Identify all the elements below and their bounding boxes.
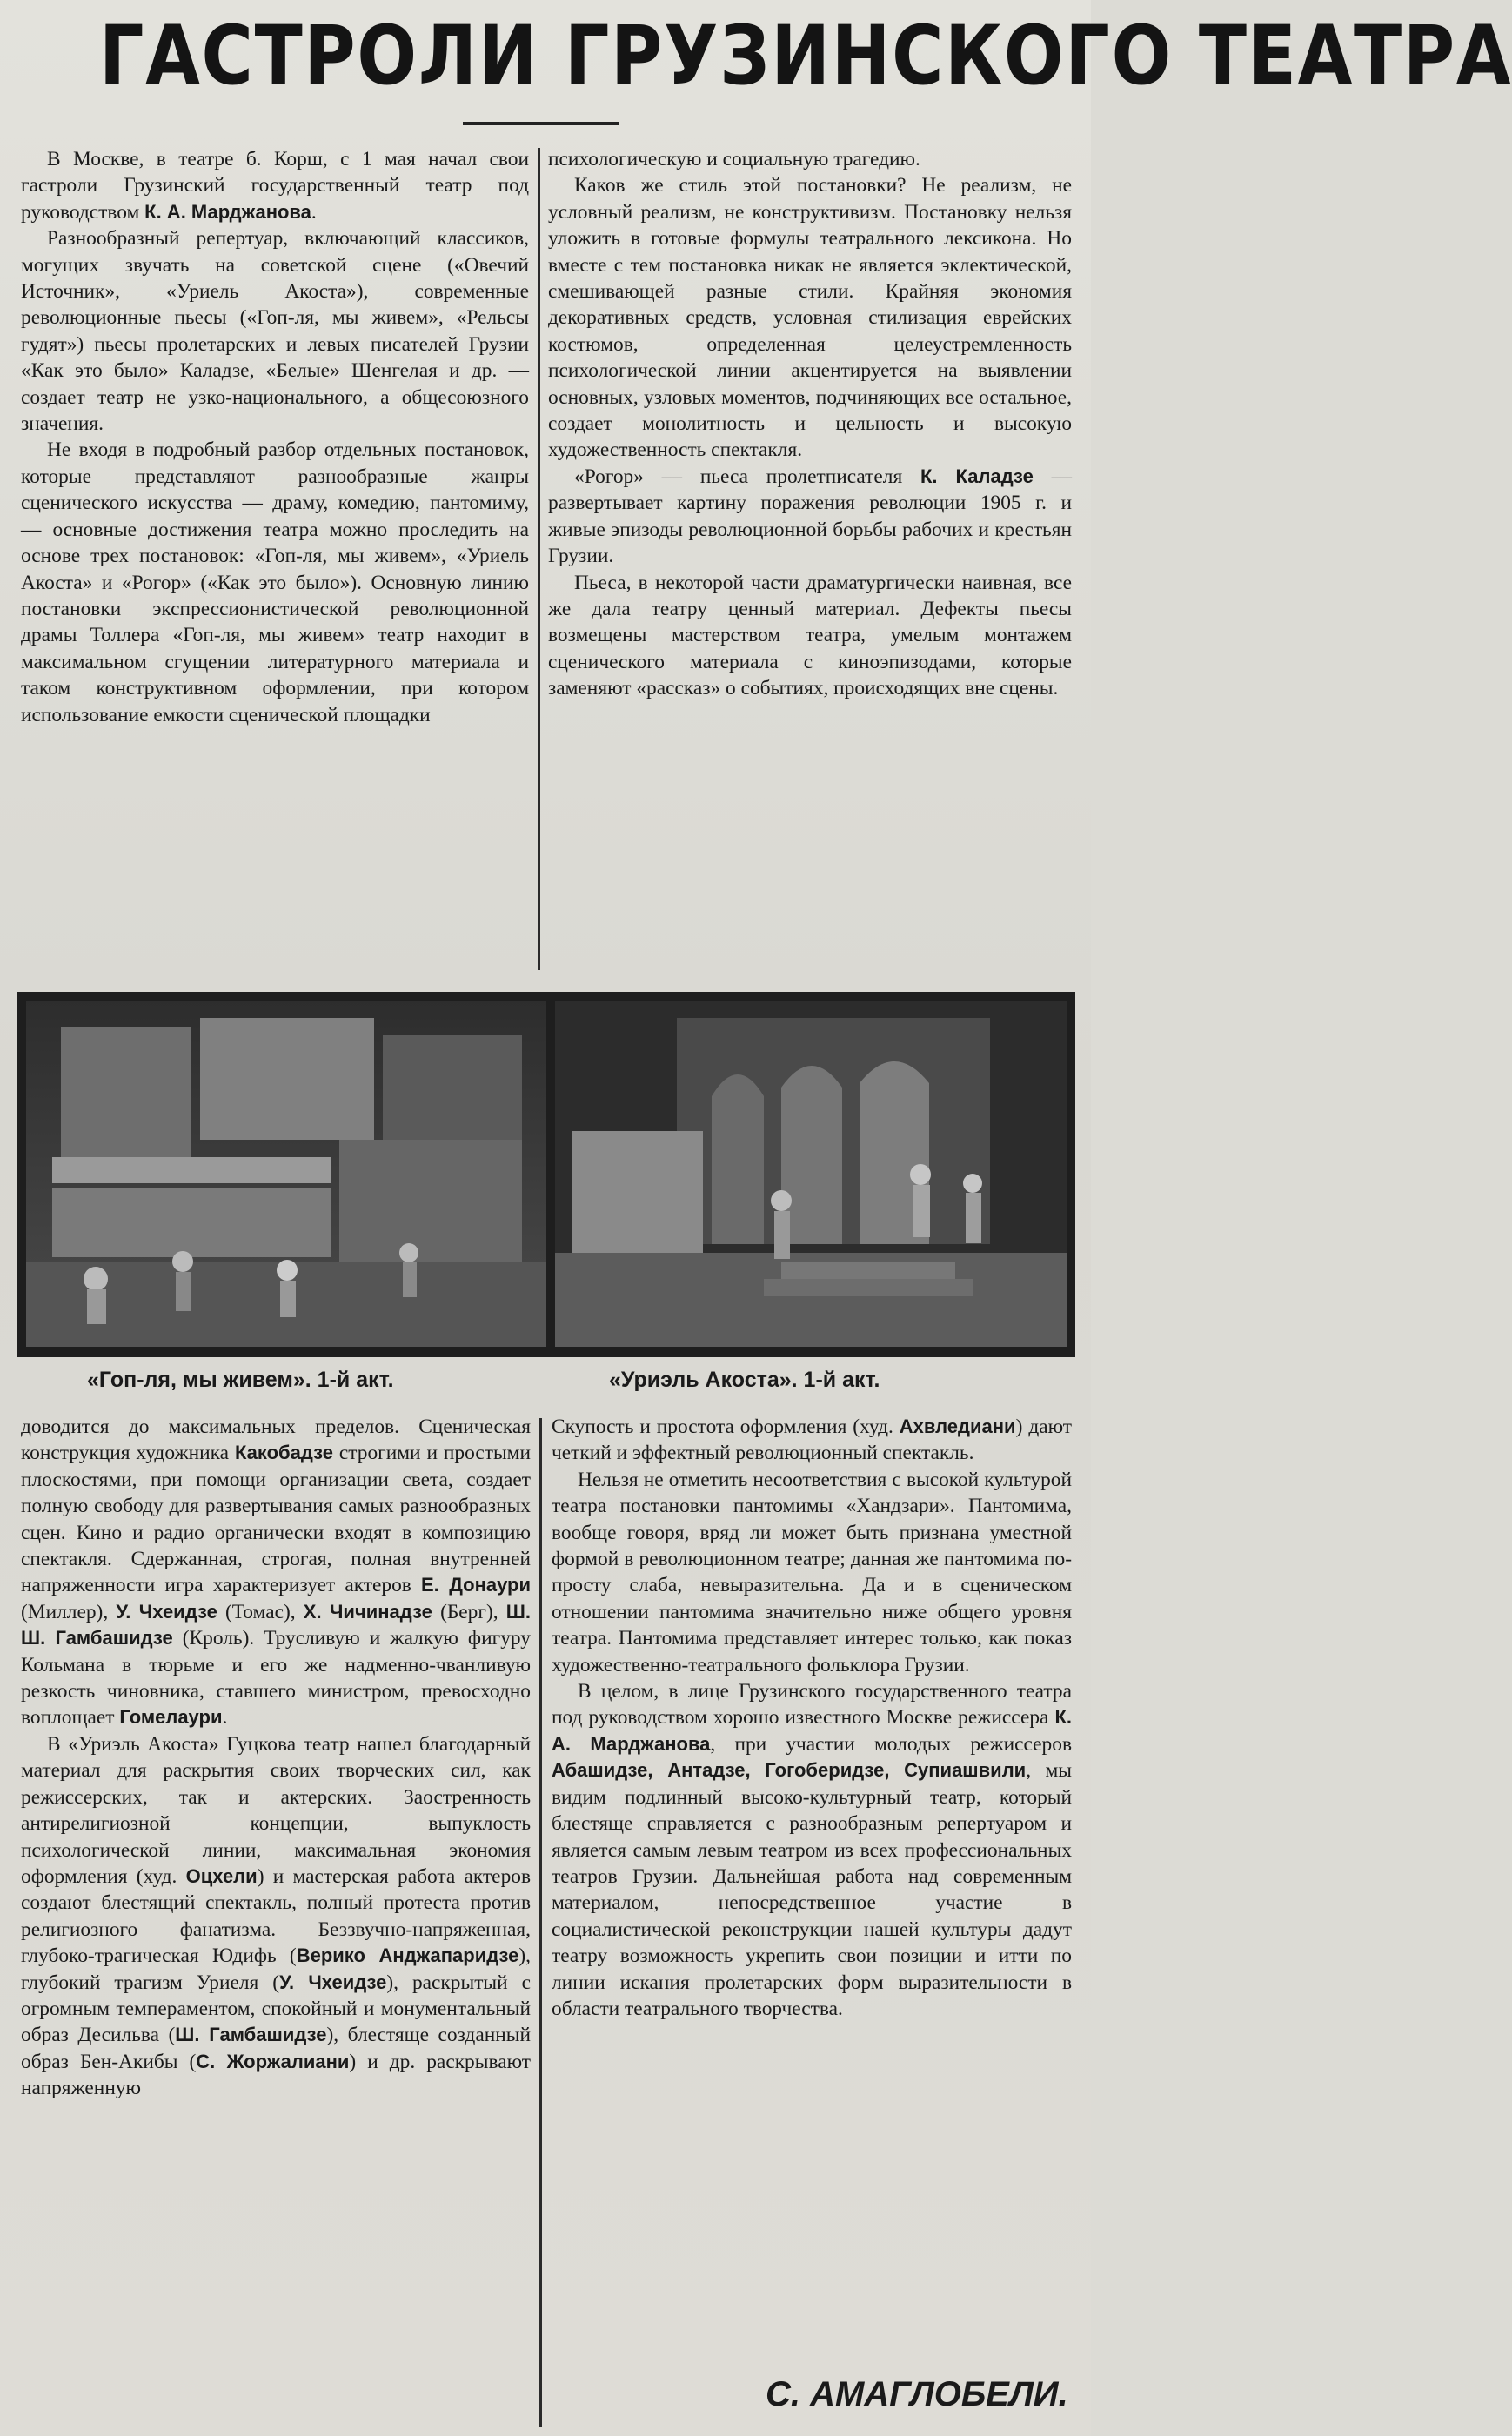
- photo-hop-la: [26, 1000, 546, 1347]
- photo-uriel-acosta: [555, 1000, 1067, 1347]
- paragraph: [548, 570, 1072, 702]
- text-run: Каков же стиль этой постановки? Не реализм, не условный реализм, не конструктивизм. Постановку нельзя уложить в готовые формулы театрального лексикона. Но вместе с тем постановка никак не является эклектической, смешивающей разные стили. Крайняя экономия декоративных средств, условная стилизация еврейских костюмов, определенная целеустремленность психологической линии акцентируется на выявлении основных, узловых моментов, подчиняющих все остальное, создает монолитность и цельность и высокую художественность спектакля.: [548, 174, 1072, 462]
- text-run: (Берг),: [432, 1600, 506, 1623]
- headline: ГАСТРОЛИ ГРУЗИНСКОГО ТЕАТРА: [99, 9, 1512, 104]
- headline-rule: [463, 122, 619, 125]
- bold-name: Какобадзе: [234, 1442, 333, 1464]
- paragraph: [21, 437, 529, 727]
- photo-hop-la-image: [26, 1000, 546, 1347]
- text-run: ), блестяще созданный образ Бен-Акибы (: [21, 2024, 531, 2073]
- paragraph: [548, 146, 1072, 172]
- text-run: , при участии молодых режиссеров: [710, 1732, 1072, 1756]
- text-run: , мы видим подлинный высоко-культурный театр, который блестяще справляется с разнообразным репертуаром и является самым левым театром из всех профессиональных театров Грузии. Дальнейшая работа над современным материалом, непосредственное участие в социалистической реконструкции нашей культуры дадут театру возможность укрепить свои позиции и итти по линии искания пролетарских форм выразительности в области театрального творчества.: [552, 1759, 1072, 2020]
- text-run: .: [222, 1706, 228, 1730]
- text-run: «Рогор» — пьеса пролетписателя: [574, 465, 920, 488]
- bold-name: Ш. Ш. Гамбашидзе: [21, 1600, 531, 1650]
- column-divider-bottom: [539, 1418, 542, 2427]
- text-run: — развертывает картину поражения революции 1905 г. и живые эпизоды революционной борьбы рабочих и крестьян Грузии.: [548, 465, 1072, 568]
- bold-name: Е. Донаури: [420, 1574, 532, 1596]
- photo-strip: [17, 992, 1075, 1357]
- text-run: .: [311, 200, 317, 224]
- text-run: В Москве, в театре б. Корш, с 1 мая начал свои гастроли Грузинский государственный театр под руководством: [21, 148, 529, 224]
- text-run: психологическую и социальную трагедию.: [548, 148, 920, 171]
- article-column-bottom-right: [552, 1414, 1072, 2371]
- paragraph: [548, 172, 1072, 463]
- text-run: ), глубокий трагизм Уриеля (: [21, 1944, 531, 1994]
- bold-name: У. Чхеидзе: [279, 1971, 387, 1993]
- bold-name: К. Каладзе: [920, 465, 1034, 487]
- bold-name: Оцхели: [185, 1864, 258, 1887]
- article-column-top-right: [548, 146, 1072, 973]
- text-run: Разнообразный репертуар, включающий классиков, могущих звучать на советской сцене («Овечий Источник», «Уриель Акоста»), современные революционные пьесы («Гоп-ля, мы живем», «Рельсы гудят») пьесы пролетарских и левых писателей Грузии «Как это было» Каладзе, «Белые» Шенгелая и др. — создает театр не узко-национального, а общесоюзного значения.: [21, 227, 529, 436]
- text-run: Нельзя не отметить несоответствия с высокой культурой театра постановки пантомимы «Хандзари». Пантомима, вообще говоря, вряд ли может быть признана уместной формой в революционном театре; данная же пантомима по-просту слаба, невыразительна. Да и в сценическом отношении пантомима значительно ниже общего уровня театра. Пантомима представляет интерес только, как показ художественно-театрального фольклора Грузии.: [552, 1468, 1072, 1676]
- bold-name: К. А. Марджанова: [552, 1706, 1072, 1755]
- text-run: В целом, в лице Грузинского государственного театра под руководством хорошо известного Москве режиссера: [552, 1680, 1072, 1730]
- paragraph: [21, 1414, 531, 1731]
- text-run: (Миллер),: [21, 1600, 117, 1623]
- text-run: строгими и простыми плоскостями, при помощи организации света, создает полную свободу для развертывания самых разнообразных сцен. Кино и радио органически входят в композицию спектакля. Сдержанная, строгая, полная внутренней напряженности игра характеризует актеров: [21, 1442, 532, 1597]
- bold-name: Ахвледиани: [899, 1415, 1016, 1437]
- article-column-bottom-left: [21, 1414, 531, 2432]
- text-run: (Кроль). Трусливую и жалкую фигуру Кольмана в тюрьме и его же надменно-чванливую резкость чиновника, ставшего министром, превосходно воплощает: [21, 1627, 531, 1730]
- text-run: В «Уриэль Акоста» Гуцкова театр нашел благодарный материал для раскрытия своих творческих сил, как режиссерских, так и актерских. Заостренность антирелигиозной концепции, выпуклость психологической линии, максимальная экономия оформления (худ.: [21, 1732, 531, 1888]
- text-run: ), раскрытый с огромным темпераментом, спокойный и монументальный образ Десильва (: [21, 1971, 532, 2047]
- bold-name: Х. Чичинадзе: [303, 1600, 432, 1623]
- text-run: ) и др. раскрывают напряженную: [21, 2050, 531, 2100]
- paragraph: [21, 1731, 531, 2102]
- bold-name: Ш. Гамбашидзе: [175, 2024, 327, 2046]
- caption-uriel-acosta: «Уриэль Акоста». 1-й акт.: [609, 1368, 880, 1392]
- paragraph: [548, 464, 1072, 570]
- paragraph: [21, 146, 529, 225]
- text-run: Пьеса, в некоторой части драматургически наивная, все же дала театру ценный материал. Дефекты пьесы возмещены мастерством театра, умелым монтажем сценического материала с киноэпизодами, которые заменяют «рассказ» о событиях, происходящих вне сцены.: [548, 571, 1072, 700]
- paragraph: [552, 1467, 1072, 1678]
- photo-uriel-acosta-image: [555, 1000, 1067, 1347]
- text-run: (Томас),: [217, 1600, 304, 1623]
- column-divider-top: [538, 148, 540, 970]
- text-run: Не входя в подробный разбор отдельных постановок, которые представляют разнообразные жанры сценического искусства — драму, комедию, пантомиму, — основные достижения театра можно проследить на основе трех постановок: «Гоп-ля, мы живем», «Уриель Акоста» и «Рогор» («Как это было»). Основную линию постановки экспрессионистической революционной драмы Толлера «Гоп-ля, мы живем» театр находит в максимальном сгущении литературного материала и таком конструктивном оформлении, при котором использование емкости сценической площадки: [21, 438, 529, 726]
- caption-hop-la: «Гоп-ля, мы живем». 1-й акт.: [87, 1368, 394, 1392]
- paragraph: [552, 1678, 1072, 2022]
- bold-name: С. Жоржалиани: [196, 2050, 350, 2072]
- text-run: Скупость и простота оформления (худ.: [552, 1415, 900, 1438]
- text-run: доводится до максимальных пределов. Сценическая конструкция художника: [21, 1415, 531, 1465]
- bold-name: Верико Анджапаридзе: [296, 1944, 519, 1967]
- bold-name: Абашидзе, Антадзе, Гогоберидзе, Супиашвили: [552, 1759, 1027, 1782]
- paragraph: [21, 225, 529, 437]
- text-run: ) дают четкий и эффектный революционный спектакль.: [552, 1415, 1072, 1465]
- text-run: ) и мастерская работа актеров создают блестящий спектакль, полный протеста против религиозного фанатизма. Беззвучно-напряженная, глубоко-трагическая Юдифь (: [21, 1864, 531, 1968]
- bold-name: У. Чхеидзе: [116, 1600, 217, 1623]
- paragraph: [552, 1414, 1072, 1467]
- bold-name: К. А. Марджанова: [144, 200, 311, 223]
- author-signature: С. АМАГЛОБЕЛИ.: [766, 2375, 1068, 2413]
- article-column-top-left: [21, 146, 529, 973]
- bold-name: Гомелаури: [119, 1706, 223, 1729]
